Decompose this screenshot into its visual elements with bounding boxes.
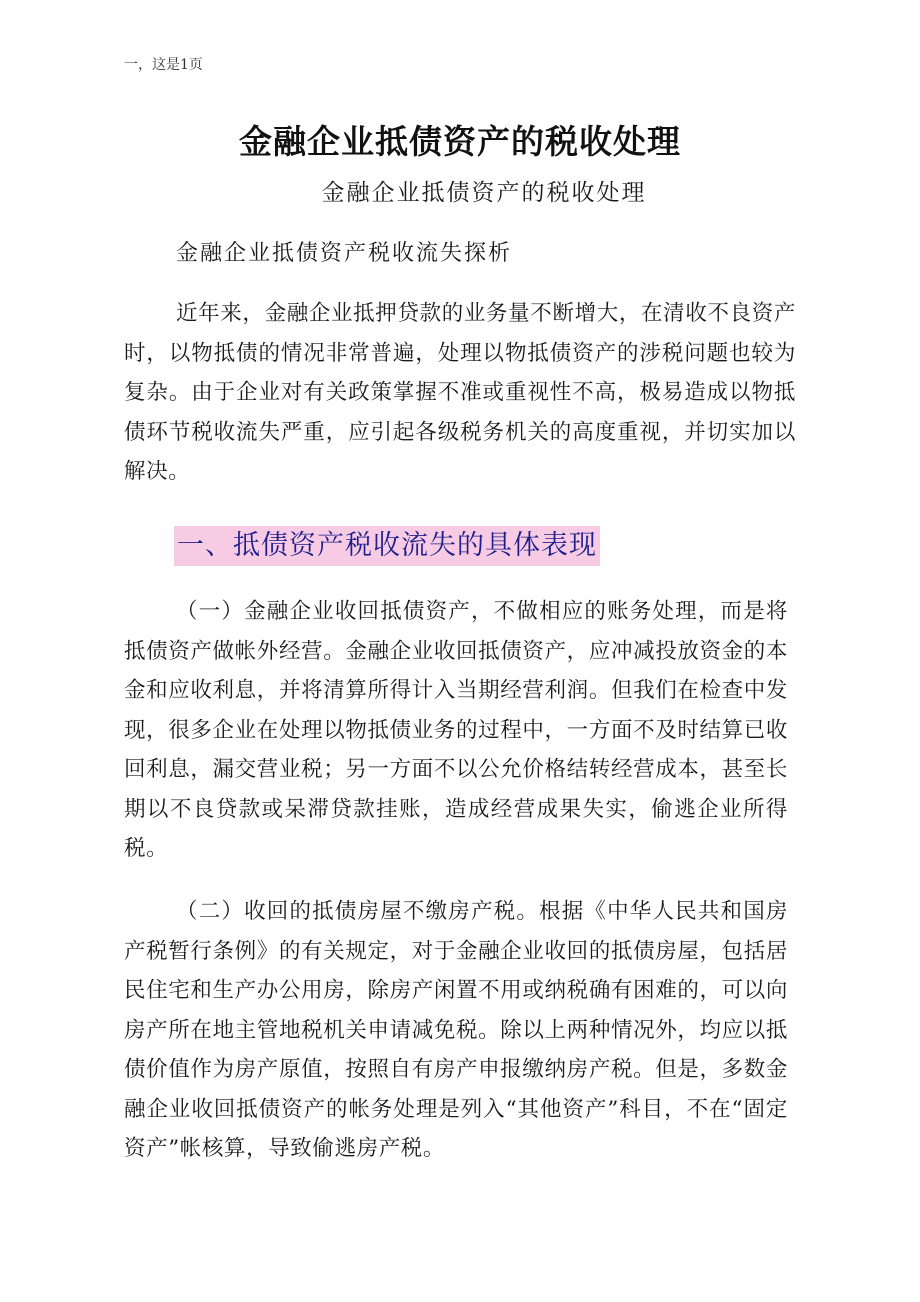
document-subtitle: 金融企业抵债资产的税收处理 — [321, 180, 647, 206]
item-two-paragraph: （二）收回的抵债房屋不缴房产税。根据《中华人民共和国房产税暂行条例》的有关规定，对于金融企业收回的抵债房屋，包括居民住宅和生产办公用房，除房产闲置不用或纳税确有困难的，可以向房产所在地主管地税机关申请减免税。除以上两种情况外，均应以抵债价值作为房产原值，按照自有房产申报缴纳房产税。但是，多数金融企业收回抵债资产的帐务处理是列入“其他资产”科目，不在“固定资产”帐核算，导致偷逃房产税。 — [124, 899, 788, 1161]
document-title: 金融企业抵债资产的税收处理 — [239, 122, 681, 161]
item-one-paragraph: （一）金融企业收回抵债资产，不做相应的账务处理，而是将抵债资产做帐外经营。金融企业收回抵债资产，应冲减投放资金的本金和应收利息，并将清算所得计入当期经营利润。但我们在检查中发现，很多企业在处理以物抵债业务的过程中，一方面不及时结算已收回利息，漏交营业税；另一方面不以公允价格结转经营成本，甚至长期以不良贷款或呆滞贷款挂账，造成经营成果失实，偷逃企业所得税。 — [124, 599, 788, 861]
intro-paragraph: 近年来，金融企业抵押贷款的业务量不断增大，在清收不良资产时，以物抵债的情况非常普遍，处理以物抵债资产的涉税问题也较为复杂。由于企业对有关政策掌握不准或重视性不高，极易造成以物抵债环节税收流失严重，应引起各级税务机关的高度重视，并切实加以解决。 — [124, 301, 796, 484]
page-marker: 一，这是1页 — [124, 57, 203, 73]
section-one-heading: 一、抵债资产税收流失的具体表现 — [174, 526, 600, 566]
analysis-heading: 金融企业抵债资产税收流失探析 — [176, 241, 513, 266]
